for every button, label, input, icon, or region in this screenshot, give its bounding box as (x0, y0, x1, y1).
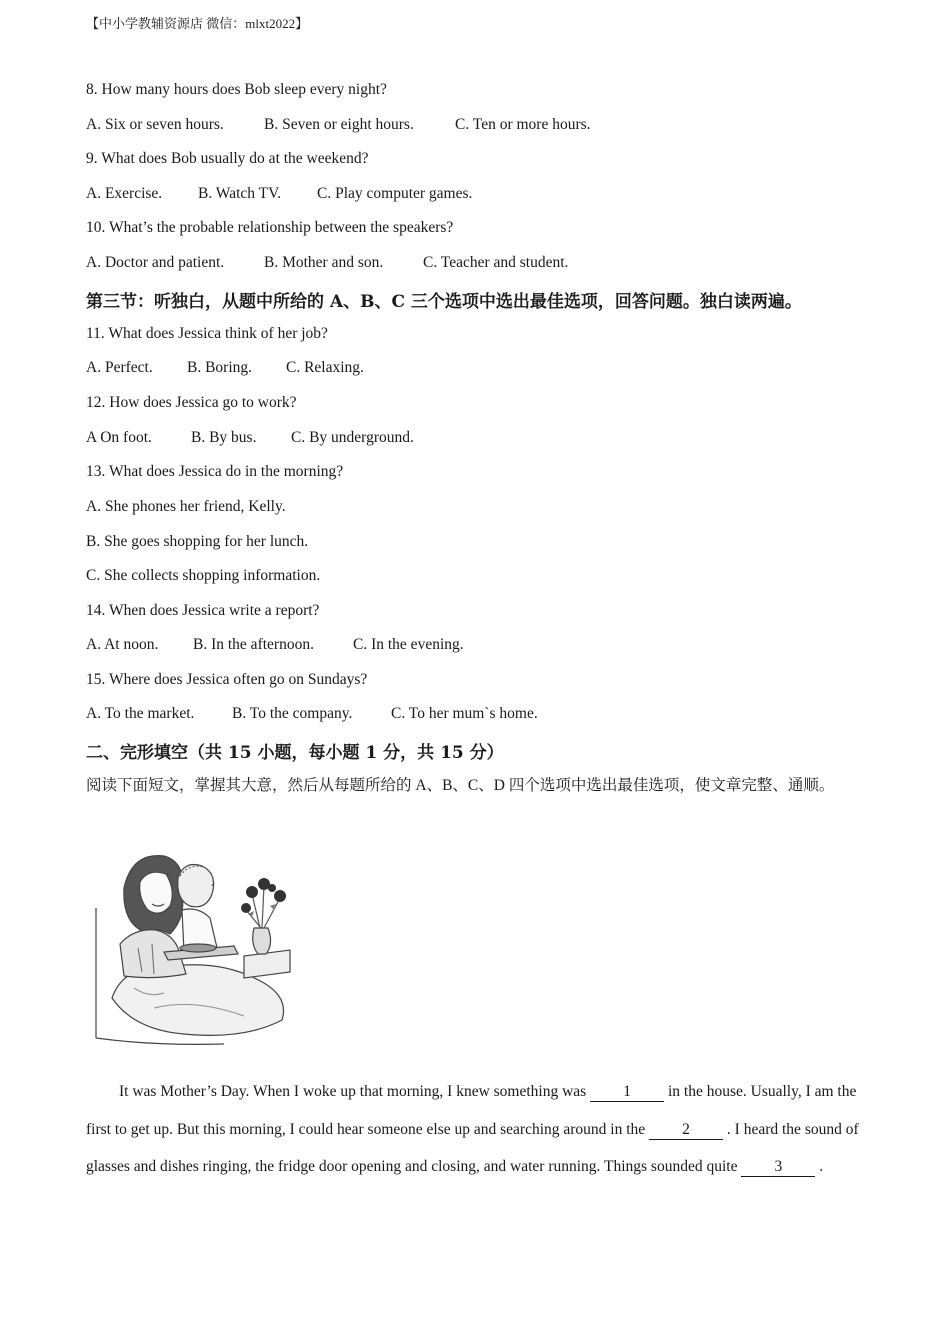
option-b: B. Mother and son. (264, 254, 384, 271)
question-10-options (86, 254, 568, 272)
page-header-watermark: 【中小学教辅资源店 微信：mlxt2022】 (86, 16, 309, 31)
blank-3: 3 (741, 1158, 815, 1177)
question-9-options (86, 185, 472, 203)
option-b: B. Watch TV. (198, 185, 282, 202)
question-8: 8. How many hours does Bob sleep every night? (86, 81, 387, 98)
option-c: C. Relaxing. (286, 359, 364, 376)
passage-sentence-3: . I heard the sound of glasses and dishes ringing, the fridge door opening and closing, and water running. Things sounded quite (86, 1120, 859, 1175)
question-13-option-a: A. She phones her friend, Kelly. (86, 498, 286, 515)
option-b: B. By bus. (191, 429, 257, 446)
option-a: A. Perfect. (86, 359, 153, 376)
question-15: 15. Where does Jessica often go on Sundays? (86, 671, 368, 688)
option-a: A. Six or seven hours. (86, 116, 224, 133)
question-10: 10. What’s the probable relationship between the speakers? (86, 219, 454, 236)
option-b: B. In the afternoon. (193, 636, 314, 653)
question-15-options (86, 705, 538, 723)
question-12: 12. How does Jessica go to work? (86, 394, 297, 411)
option-b: B. Seven or eight hours. (264, 116, 414, 133)
option-c: C. By underground. (291, 429, 414, 446)
question-13-option-b: B. She goes shopping for her lunch. (86, 533, 309, 550)
option-c: C. In the evening. (353, 636, 464, 653)
option-a: A On foot. (86, 429, 152, 446)
option-a: A. Exercise. (86, 185, 163, 202)
blank-1: 1 (590, 1083, 664, 1102)
question-13-option-c: C. She collects shopping information. (86, 567, 321, 584)
question-8-options (86, 116, 591, 134)
option-c: C. Play computer games. (317, 185, 473, 202)
blank-2: 2 (649, 1121, 723, 1140)
question-11-options (86, 359, 364, 377)
option-a: A. Doctor and patient. (86, 254, 225, 271)
option-c: C. To her mum`s home. (391, 705, 538, 722)
question-9: 9. What does Bob usually do at the weekend? (86, 150, 369, 167)
option-a: A. At noon. (86, 636, 159, 653)
question-11: 11. What does Jessica think of her job? (86, 325, 328, 342)
passage-sentence-2: in the house. Usually, I am the first to get up. But this morning, I could hear someone else up and searching around in the (86, 1083, 857, 1138)
section-3-heading: 第三节：听独白，从题中所给的 A、B、C 三个选项中选出最佳选项，回答问题。独白读两遍。 (86, 292, 802, 312)
option-c: C. Ten or more hours. (455, 116, 591, 133)
option-b: B. Boring. (187, 359, 253, 376)
question-14-options (86, 636, 464, 654)
question-13: 13. What does Jessica do in the morning? (86, 463, 344, 480)
part-2-heading: 二、完形填空（共 15 小题，每小题 1 分，共 15 分） (86, 743, 504, 763)
illustration-mother-and-child-image (94, 848, 296, 1048)
passage-sentence-1: It was Mother’s Day. When I woke up that morning, I knew something was (119, 1083, 587, 1100)
option-b: B. To the company. (232, 705, 353, 722)
part-2-instruction: 阅读下面短文，掌握其大意，然后从每题所给的 A、B、C、D 四个选项中选出最佳选项，使文章完整、通顺。 (86, 777, 835, 794)
question-12-options (86, 429, 414, 447)
passage-end: . (819, 1158, 824, 1175)
cloze-passage (86, 1073, 868, 1186)
option-a: A. To the market. (86, 705, 195, 722)
question-14: 14. When does Jessica write a report? (86, 602, 320, 619)
option-c: C. Teacher and student. (423, 254, 569, 271)
